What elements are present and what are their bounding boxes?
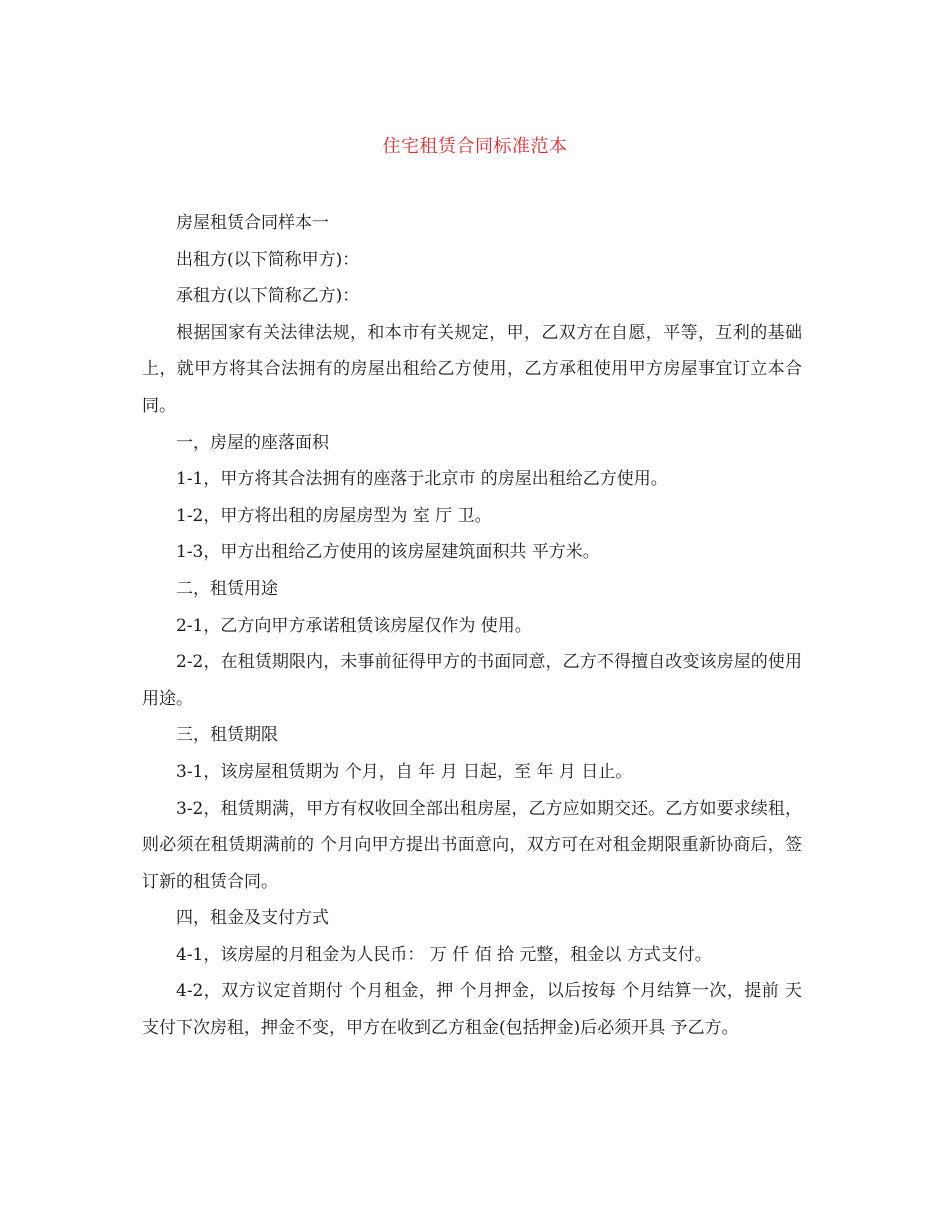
clause-3-1: 3-1，该房屋租赁期为 个月，自 年 月 日起，至 年 月 日止。 [176, 761, 633, 782]
clause-1-2: 1-2，甲方将出租的房屋房型为 室 厅 卫。 [176, 505, 492, 526]
clause-2-1: 2-1，乙方向甲方承诺租赁该房屋仅作为 使用。 [176, 615, 532, 636]
clause-1-1: 1-1，甲方将其合法拥有的座落于北京市 的房屋出租给乙方使用。 [176, 469, 668, 490]
document-body [142, 205, 802, 1047]
lessee-line: 承租方(以下简称乙方)： [176, 286, 360, 307]
clause-3-2: 3-2，租赁期满，甲方有权收回全部出租房屋，乙方应如期交还。乙方如要求续租，则必须在租赁期满前的 个月向甲方提出书面意向，双方可在对租金期限重新协商后，签订新的租赁合同。 [142, 798, 802, 892]
document-title: 住宅租赁合同标准范本 [382, 136, 568, 157]
clause-1-3: 1-3，甲方出租给乙方使用的该房屋建筑面积共 平方米。 [176, 542, 600, 563]
section-heading-location-area: 一，房屋的座落面积 [176, 432, 329, 453]
section-heading-rent-payment: 四，租金及支付方式 [176, 908, 329, 929]
heading-sample-one: 房屋租赁合同样本一 [176, 213, 329, 233]
clause-4-2: 4-2，双方议定首期付 个月租金，押 个月押金，以后按每 个月结算一次，提前 天支付下次房租，押金不变，甲方在收到乙方租金(包括押金)后必须开具 予乙方。 [142, 981, 802, 1039]
preamble-paragraph: 根据国家有关法律法规，和本市有关规定，甲，乙双方在自愿，平等，互利的基础上，就甲方将其合法拥有的房屋出租给乙方使用，乙方承租使用甲方房屋事宜订立本合同。 [142, 322, 802, 416]
section-heading-term: 三，租赁期限 [176, 725, 278, 746]
lessor-line: 出租方(以下简称甲方)： [176, 249, 360, 270]
clause-2-2: 2-2，在租赁期限内，未事前征得甲方的书面同意，乙方不得擅自改变该房屋的使用用途。 [142, 652, 802, 709]
section-heading-purpose: 二，租赁用途 [176, 578, 278, 599]
clause-4-1: 4-1，该房屋的月租金为人民币： 万 仟 佰 拾 元整，租金以 方式支付。 [176, 944, 712, 965]
